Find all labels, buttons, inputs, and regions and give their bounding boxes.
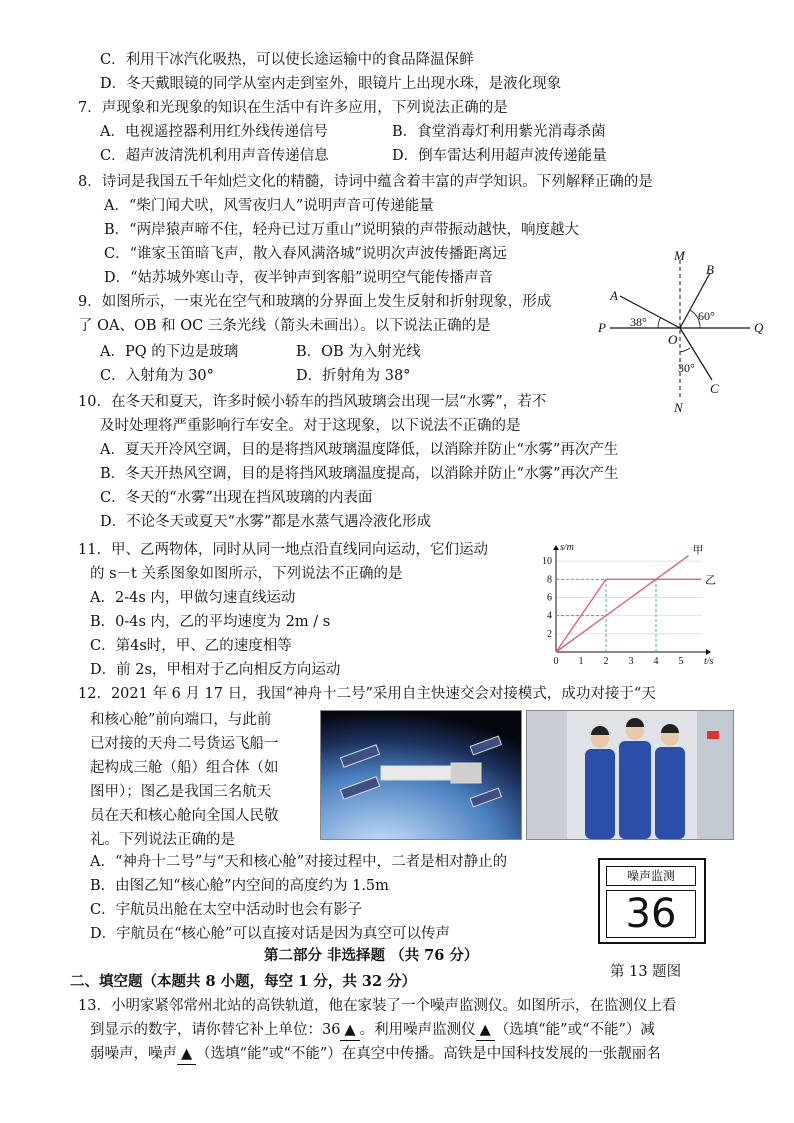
q8-option-b: B．“两岸猿声啼不住，轻舟已过万重山”说明猿的声带振动越快，响度越大: [104, 222, 579, 238]
q7-option-c: C．超声波清洗机利用声音传递信息: [100, 148, 329, 164]
series-label: 乙: [705, 574, 716, 587]
label-o: O: [668, 332, 678, 347]
x-axis-label: t/s: [704, 656, 714, 667]
q12-option-a: A．“神舟十二号”与“天和核心舱”对接过程中，二者是相对静止的: [90, 854, 508, 870]
q12-stem-line-2: 已对接的天舟二号货运飞船一: [90, 736, 279, 752]
space-station-photo: [320, 710, 522, 840]
q13-blank-1: ▲: [340, 1020, 359, 1041]
x-tick-label: 2: [603, 656, 609, 667]
angle-38: 38°: [630, 315, 647, 329]
q8-option-c: C．“谁家玉笛暗飞声，散入春风满洛城”说明次声波传播距离远: [104, 246, 507, 262]
x-tick-label: 1: [578, 656, 584, 667]
x-axis-arrow: [706, 649, 711, 655]
q13-line2-part-b: 。利用噪声监测仪: [359, 1022, 476, 1038]
y-tick-label: 2: [547, 628, 552, 640]
y-tick-label: 4: [547, 610, 552, 622]
q13-blank-3: ▲: [177, 1044, 196, 1065]
label-q: Q: [754, 320, 764, 335]
x-tick-label: 0: [553, 656, 559, 667]
q12-stem-line-5: 员在天和核心舱向全国人民敬: [90, 808, 279, 824]
angle-60: 60°: [698, 309, 715, 323]
q9-refraction-figure: [590, 248, 780, 418]
q7-option-d: D．倒车雷达利用超声波传递能量: [392, 148, 607, 164]
q12-stem-1: 12．2021 年 6 月 17 日，我国“神舟十二号”采用自主快速交会对接模式，成功对接于“天: [78, 686, 656, 702]
label-c: C: [710, 381, 719, 396]
x-tick-label: 4: [653, 656, 659, 667]
label-p: P: [598, 320, 606, 335]
x-tick-label: 3: [628, 656, 634, 667]
q10-option-a: A．夏天开冷风空调，目的是将挡风玻璃温度降低，以消除并防止“水雾”再次产生: [100, 442, 619, 458]
q11-st-chart: [538, 544, 718, 672]
q8-stem: 8．诗词是我国五千年灿烂文化的精髓，诗词中蕴含着丰富的声学知识。下列解释正确的是: [78, 174, 653, 190]
series-label: 甲: [692, 544, 704, 557]
y-tick-label: 8: [547, 574, 552, 586]
q9-option-b: B．OB 为入射光线: [296, 344, 421, 360]
figure-13-caption: 第 13 题图: [610, 964, 682, 980]
q12-stem-line-1: 和核心舱”前向端口，与此前: [90, 712, 272, 728]
astronauts-photo: [526, 710, 734, 840]
q9-option-d: D．折射角为 38°: [296, 368, 411, 384]
q12-stem-line-4: 图甲）；图乙是我国三名航天: [90, 784, 272, 800]
y-tick-label: 10: [542, 556, 552, 568]
q13-line2-part-c: （选填“能”或“不能”）减: [494, 1022, 655, 1038]
q6-option-c: C．利用干冰汽化吸热，可以使长途运输中的食品降温保鲜: [100, 52, 474, 68]
q13-line3-part-a: 弱噪声，噪声: [90, 1046, 177, 1062]
q9-option-c: C．入射角为 30°: [100, 368, 214, 384]
q10-option-b: B．冬天开热风空调，目的是将挡风玻璃温度提高，以消除并防止“水雾”再次产生: [100, 466, 619, 482]
section2-title: 二、填空题（本题共 8 小题，每空 1 分，共 32 分）: [70, 973, 417, 990]
q11-option-b: B．0-4s 内，乙的平均速度为 2m / s: [90, 614, 331, 630]
q12-stem-line-3: 起构成三舱（船）组合体（如: [90, 760, 279, 776]
q9-stem-2: 了 OA、OB 和 OC 三条光线（箭头未画出）。以下说法正确的是: [78, 318, 491, 334]
noise-meter: [598, 858, 706, 944]
part2-title: 第二部分 非选择题 （共 76 分）: [264, 947, 479, 964]
q11-option-a: A．2-4s 内，甲做匀速直线运动: [90, 590, 296, 606]
q13-line-2: [90, 1020, 655, 1041]
q7-option-a: A．电视遥控器利用红外线传递信号: [100, 124, 328, 140]
y-tick-label: 6: [547, 592, 552, 604]
q7-option-b: B．食堂消毒灯利用紫光消毒杀菌: [392, 124, 606, 140]
q13-line-3: [90, 1044, 661, 1065]
q13-line3-part-b: （选填“能”或“不能”）在真空中传播。高铁是中国科技发展的一张靓丽名: [196, 1046, 661, 1062]
x-tick-label: 5: [678, 656, 684, 667]
q13-line2-part-a: 到显示的数字，请你替它补上单位：36: [90, 1022, 341, 1038]
q13-line-1: 13．小明家紧邻常州北站的高铁轨道，他在家装了一个噪声监测仪。如图所示，在监测仪上看: [78, 998, 677, 1014]
q8-option-d: D．“姑苏城外寒山寺，夜半钟声到客船”说明空气能传播声音: [104, 270, 493, 286]
noise-meter-display: 36: [606, 890, 696, 938]
q12-option-d: D．宇航员在“核心舱”可以直接对话是因为真空可以传声: [90, 926, 450, 942]
y-axis-label: s/m: [560, 544, 574, 553]
q9-stem-1: 9．如图所示，一束光在空气和玻璃的分界面上发生反射和折射现象，形成: [78, 294, 552, 310]
series-line-jia: [556, 556, 689, 652]
q13-blank-2: ▲: [476, 1020, 495, 1041]
ray-oa: [620, 296, 680, 328]
noise-meter-label: 噪声监测: [606, 866, 696, 886]
q11-option-d: D．前 2s，甲相对于乙向相反方向运动: [90, 662, 341, 678]
q12-stem-line-6: 礼。下列说法正确的是: [90, 832, 235, 848]
angle-30: 30°: [678, 361, 695, 375]
q9-option-a: A．PQ 的下边是玻璃: [100, 344, 239, 360]
label-m: M: [674, 248, 685, 263]
q10-option-d: D．不论冬天或夏天“水雾”都是水蒸气遇冷液化形成: [100, 514, 431, 530]
q11-stem-2: 的 s－t 关系图象如图所示，下列说法不正确的是: [90, 566, 403, 582]
q11-option-c: C．第4s时，甲、乙的速度相等: [90, 638, 292, 654]
q12-option-b: B．由图乙知“核心舱”内空间的高度约为 1.5m: [90, 878, 389, 894]
q6-option-d: D．冬天戴眼镜的同学从室内走到室外，眼镜片上出现水珠，是液化现象: [100, 76, 562, 92]
label-b: B: [706, 262, 714, 277]
q11-stem-1: 11．甲、乙两物体，同时从同一地点沿直线同向运动，它们运动: [78, 542, 488, 558]
q12-option-c: C．宇航员出舱在太空中活动时也会有影子: [90, 902, 363, 918]
q10-stem-1: 10．在冬天和夏天，许多时候小轿车的挡风玻璃会出现一层“水雾”，若不: [78, 394, 547, 410]
q10-option-c: C．冬天的“水雾”出现在挡风玻璃的内表面: [100, 490, 373, 506]
label-n: N: [674, 400, 683, 415]
q7-stem: 7．声现象和光现象的知识在生活中有许多应用，下列说法正确的是: [78, 100, 508, 116]
q10-stem-2: 及时处理将严重影响行车安全。对于这现象，以下说法不正确的是: [100, 418, 521, 434]
y-axis-arrow: [553, 545, 559, 550]
q8-option-a: A．“柴门闻犬吠，风雪夜归人”说明声音可传递能量: [104, 198, 434, 214]
label-a: A: [610, 288, 618, 303]
